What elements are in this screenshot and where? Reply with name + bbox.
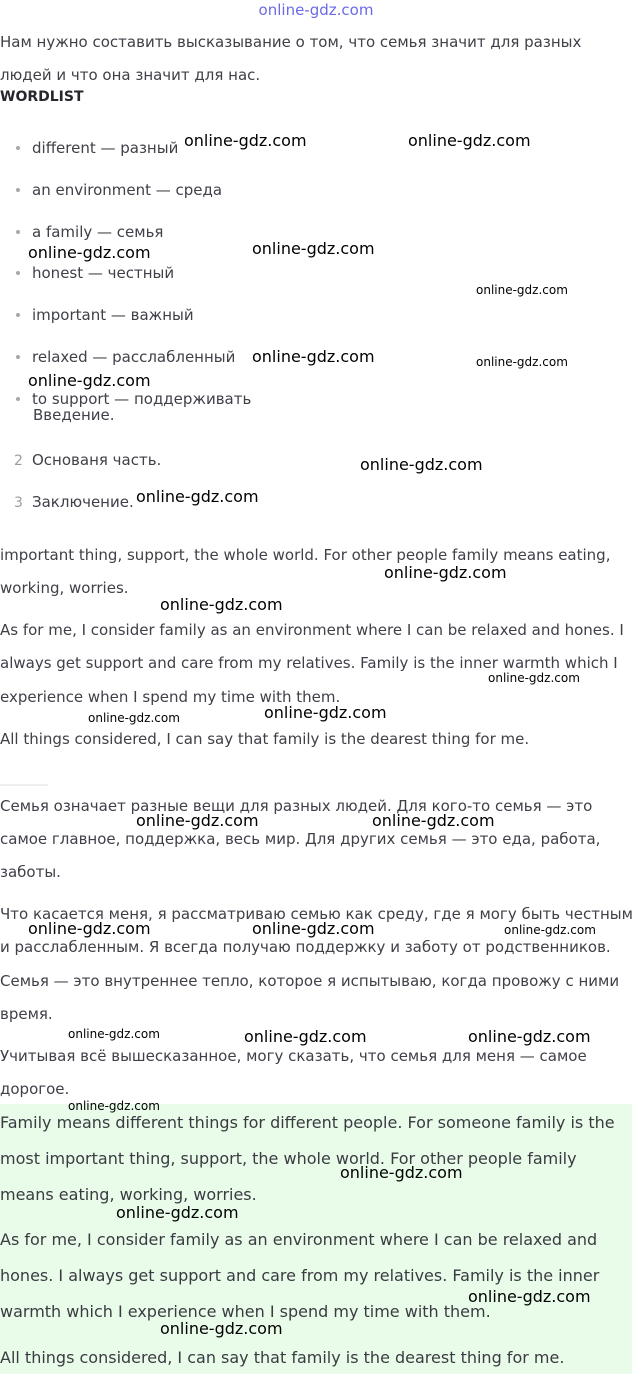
wordlist-item: different — разный: [16, 138, 178, 158]
english-text-line: important thing, support, the whole world. For other people family means eating,: [0, 546, 611, 564]
watermark: online-gdz.com: [384, 563, 507, 582]
wordlist-item: relaxed — расслабленный: [16, 347, 235, 367]
watermark: online-gdz.com: [28, 919, 151, 938]
plan-item-partial: Введение.: [33, 406, 115, 424]
russian-text-line: дорогое.: [0, 1080, 70, 1098]
answer-text-line: All things considered, I can say that family is the dearest thing for me.: [0, 1348, 565, 1367]
watermark: online-gdz.com: [372, 811, 495, 830]
watermark: online-gdz.com: [136, 487, 259, 506]
english-text-line: As for me, I consider family as an environment where I can be relaxed and hones. I: [0, 621, 624, 639]
russian-text-line: Учитывая всё вышесказанное, могу сказать, что семья для меня — самое: [0, 1047, 587, 1065]
watermark: online-gdz.com: [488, 671, 580, 685]
watermark: online-gdz.com: [68, 1027, 160, 1041]
english-text-line: experience when I spend my time with them.: [0, 688, 341, 706]
wordlist-heading: WORDLIST: [0, 89, 84, 105]
watermark: online-gdz.com: [468, 1287, 591, 1306]
watermark: online-gdz.com: [88, 711, 180, 725]
intro-line-2: людей и что она значит для нас.: [0, 66, 261, 84]
plan-item: 2 Основаня часть.: [14, 451, 162, 469]
plan-item: 3 Заключение.: [14, 493, 134, 511]
watermark: online-gdz.com: [184, 131, 307, 150]
answer-text-line: hones. I always get support and care from my relatives. Family is the inner: [0, 1266, 600, 1285]
answer-text-line: warmth which I experience when I spend my time with them.: [0, 1302, 491, 1321]
wordlist-item: honest — честный: [16, 263, 174, 283]
russian-text-line: Семья означает разные вещи для разных людей. Для кого-то семья — это: [0, 797, 593, 815]
russian-text-line: и расслабленным. Я всегда получаю поддержку и заботу от родственников.: [0, 938, 611, 956]
watermark: online-gdz.com: [252, 919, 375, 938]
watermark: online-gdz.com: [476, 355, 568, 369]
russian-text-line: заботы.: [0, 863, 61, 881]
english-text-line: working, worries.: [0, 579, 129, 597]
watermark: online-gdz.com: [340, 1163, 463, 1182]
bullet-icon: [16, 397, 20, 401]
watermark: online-gdz.com: [504, 923, 596, 937]
watermark: online-gdz.com: [160, 595, 283, 614]
answer-text-line: most important thing, support, the whole world. For other people family: [0, 1149, 577, 1168]
wordlist-item: a family — семья: [16, 222, 163, 242]
answer-text-line: means eating, working, worries.: [0, 1185, 257, 1204]
answer-text-line: As for me, I consider family as an environment where I can be relaxed and: [0, 1230, 598, 1249]
intro-line-1: Нам нужно составить высказывание о том, что семья значит для разных: [0, 33, 582, 51]
watermark: online-gdz.com: [116, 1203, 239, 1222]
bullet-icon: [16, 313, 20, 317]
watermark: online-gdz.com: [244, 1027, 367, 1046]
watermark: online-gdz.com: [468, 1027, 591, 1046]
russian-text-line: время.: [0, 1005, 53, 1023]
site-header-link[interactable]: online-gdz.com: [258, 1, 374, 19]
wordlist-item: important — важный: [16, 305, 194, 325]
bullet-icon: [16, 355, 20, 359]
wordlist-item: to support — поддерживать: [16, 389, 251, 409]
english-text-line: always get support and care from my relatives. Family is the inner warmth which I: [0, 654, 618, 672]
russian-text-line: самое главное, поддержка, весь мир. Для других семья — это еда, работа,: [0, 830, 601, 848]
section-divider: [0, 784, 48, 786]
wordlist-item: an environment — среда: [16, 180, 222, 200]
watermark: online-gdz.com: [264, 703, 387, 722]
watermark: online-gdz.com: [28, 243, 151, 262]
bullet-icon: [16, 146, 20, 150]
watermark: online-gdz.com: [360, 455, 483, 474]
bullet-icon: [16, 271, 20, 275]
watermark: online-gdz.com: [408, 131, 531, 150]
watermark: online-gdz.com: [68, 1099, 160, 1113]
russian-text-line: Семья — это внутреннее тепло, которое я испытываю, когда провожу с ними: [0, 972, 620, 990]
bullet-icon: [16, 230, 20, 234]
english-text-line: All things considered, I can say that family is the dearest thing for me.: [0, 730, 530, 748]
bullet-icon: [16, 188, 20, 192]
watermark: online-gdz.com: [252, 239, 375, 258]
watermark: online-gdz.com: [136, 811, 259, 830]
russian-text-line: Что касается меня, я рассматриваю семью как среду, где я могу быть честным: [0, 905, 633, 923]
watermark: online-gdz.com: [160, 1319, 283, 1338]
answer-text-line: Family means different things for different people. For someone family is the: [0, 1113, 615, 1132]
watermark: online-gdz.com: [252, 347, 375, 366]
watermark: online-gdz.com: [28, 371, 151, 390]
watermark: online-gdz.com: [476, 283, 568, 297]
